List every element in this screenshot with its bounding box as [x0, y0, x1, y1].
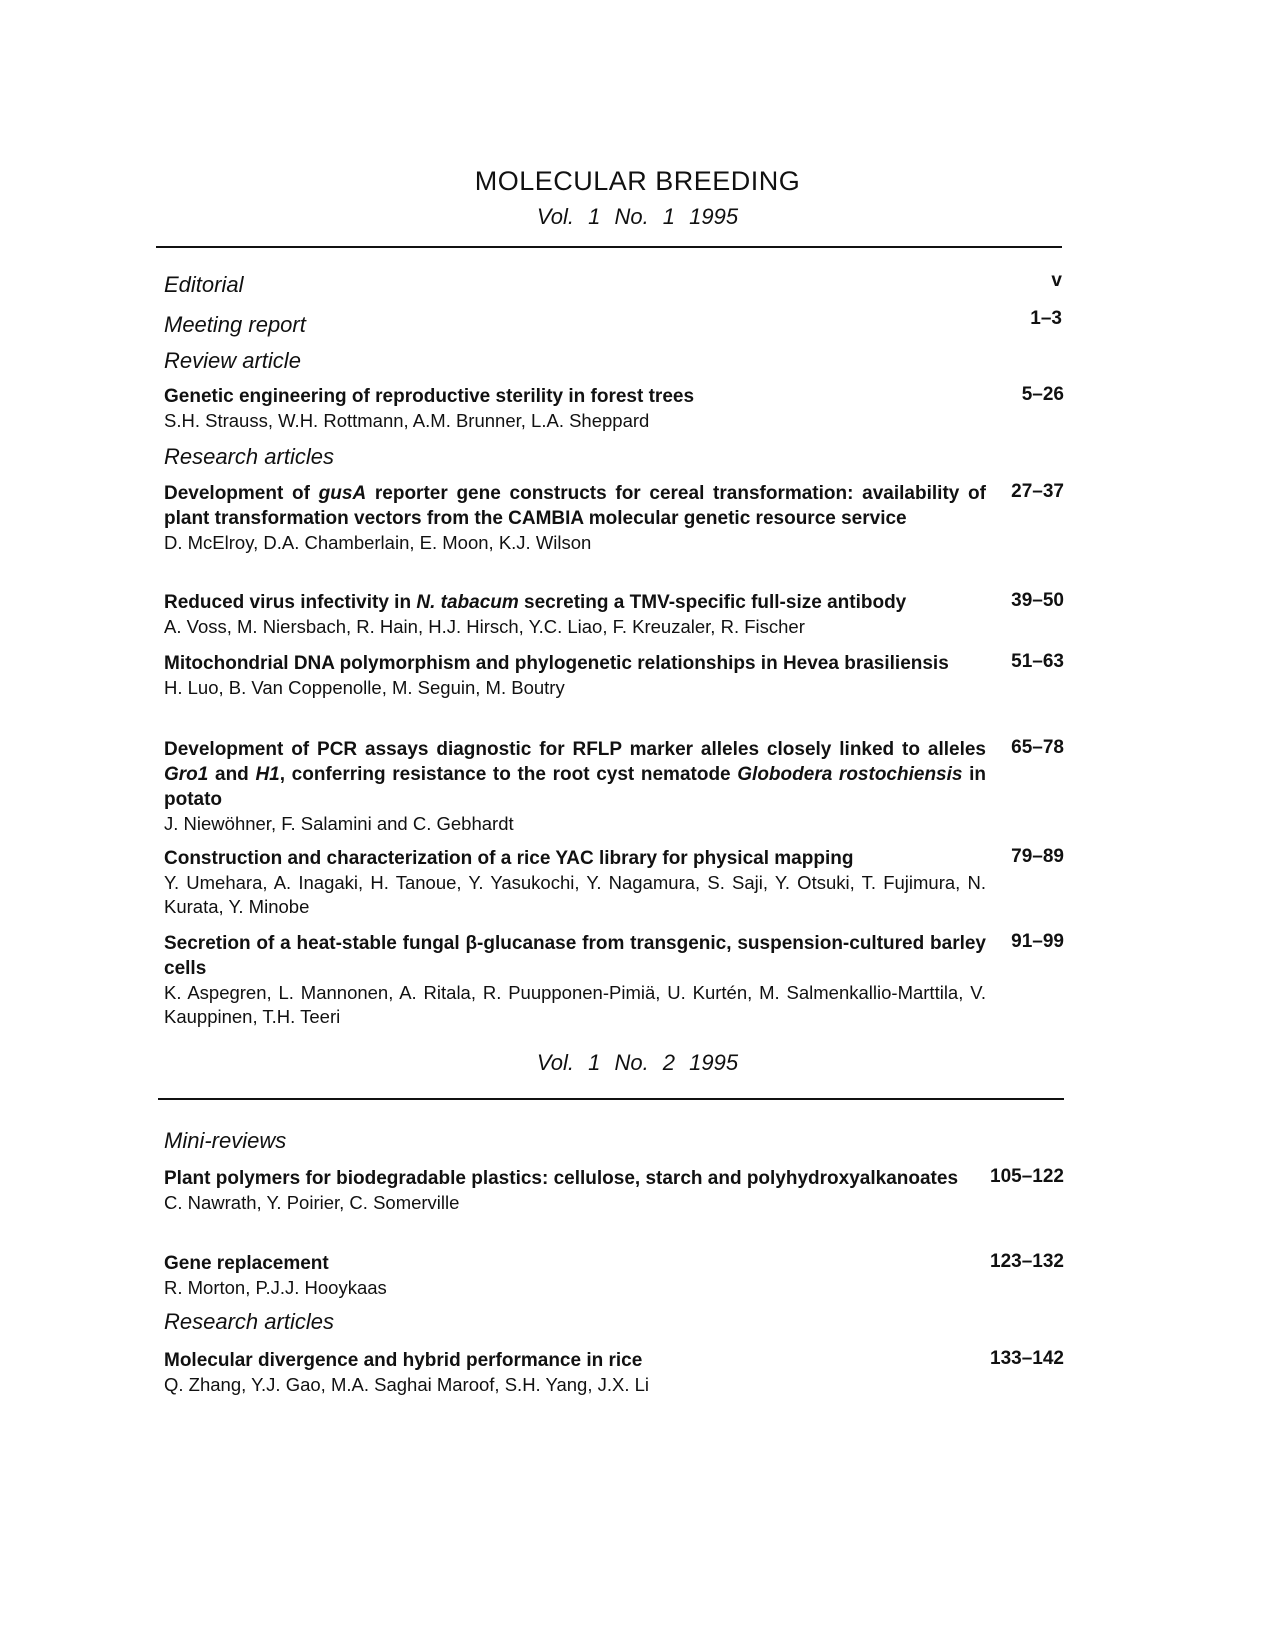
page-range: 105–122 — [990, 1166, 1064, 1187]
page-range: v — [1051, 270, 1062, 291]
article-title[interactable]: Mitochondrial DNA polymorphism and phylogenetic relationships in Hevea brasiliensis — [164, 653, 949, 674]
issue-heading-1: Vol. 1 No. 1 1995 — [536, 204, 739, 229]
article-authors: R. Morton, P.J.J. Hooykaas — [164, 1277, 387, 1298]
page-range: 1–3 — [1030, 308, 1062, 329]
species-name: N. tabacum — [416, 592, 519, 613]
species-name: Globodera rostochiensis — [737, 764, 963, 785]
page-range: 65–78 — [1011, 737, 1064, 758]
section-research-articles: Research articles — [164, 1309, 334, 1334]
article-title[interactable]: Molecular divergence and hybrid performance in rice — [164, 1350, 643, 1371]
toc-entry[interactable] — [164, 590, 1164, 639]
toc-entry[interactable] — [164, 1348, 1164, 1397]
article-title[interactable]: Gene replacement — [164, 1253, 329, 1274]
article-authors: C. Nawrath, Y. Poirier, C. Somerville — [164, 1192, 460, 1213]
section-research-articles: Research articles — [164, 444, 334, 469]
article-title[interactable]: Plant polymers for biodegradable plastics: cellulose, starch and polyhydroxyalkanoates — [164, 1168, 959, 1189]
article-title[interactable]: Secretion of a heat-stable fungal β-glucanase from transgenic, suspension-cultured barley cells — [164, 933, 986, 979]
title-text: and — [208, 764, 256, 785]
page-range: 5–26 — [1021, 384, 1064, 405]
page-range: 27–37 — [1011, 481, 1064, 502]
page-range: 133–142 — [990, 1348, 1064, 1369]
title-text: Reduced virus infectivity in — [164, 592, 417, 613]
gene-name: H1 — [255, 764, 280, 785]
toc-entry[interactable] — [164, 1251, 1164, 1300]
gene-name: gusA — [318, 483, 367, 504]
article-authors: Q. Zhang, Y.J. Gao, M.A. Saghai Maroof, S.H. Yang, J.X. Li — [164, 1374, 650, 1395]
toc-entry[interactable] — [164, 846, 1164, 919]
page-range: 79–89 — [1011, 846, 1064, 867]
issue-heading-2: Vol. 1 No. 2 1995 — [536, 1050, 739, 1075]
article-title[interactable] — [164, 481, 986, 531]
section-editorial: Editorial — [164, 272, 244, 297]
toc-entry[interactable] — [164, 931, 1164, 1029]
toc-entry[interactable] — [164, 384, 1164, 433]
article-title[interactable]: Construction and characterization of a rice YAC library for physical mapping — [164, 848, 854, 869]
article-title[interactable] — [164, 590, 986, 615]
article-authors: D. McElroy, D.A. Chamberlain, E. Moon, K.J. Wilson — [164, 532, 592, 553]
page-range: 51–63 — [1011, 651, 1064, 672]
section-review-article: Review article — [164, 348, 301, 373]
section-mini-reviews: Mini-reviews — [164, 1128, 287, 1153]
title-text: Development of — [164, 483, 319, 504]
title-text: reporter gene constructs for cereal transformation: availability of plant transformation vectors from the CAMBIA molecular genetic resource service — [164, 483, 986, 529]
title-text: in potato — [164, 764, 986, 810]
article-authors: Y. Umehara, A. Inagaki, H. Tanoue, Y. Yasukochi, Y. Nagamura, S. Saji, Y. Otsuki, T. Fujimura, N. Kurata, Y. Minobe — [164, 872, 986, 917]
article-authors: S.H. Strauss, W.H. Rottmann, A.M. Brunner, L.A. Sheppard — [164, 410, 650, 431]
toc-entry[interactable] — [164, 737, 1164, 836]
page-range: 39–50 — [1011, 590, 1064, 611]
toc-entry[interactable] — [164, 1166, 1164, 1215]
toc-entry[interactable] — [164, 651, 1164, 700]
article-title[interactable]: Genetic engineering of reproductive sterility in forest trees — [164, 386, 695, 407]
article-title[interactable] — [164, 737, 986, 812]
article-authors: K. Aspegren, L. Mannonen, A. Ritala, R. Puupponen-Pimiä, U. Kurtén, M. Salmenkallio-Marttila, V. Kauppinen, T.H. Teeri — [164, 982, 986, 1027]
toc-entry[interactable] — [164, 481, 1164, 555]
title-text: Development of PCR assays diagnostic for RFLP marker alleles closely linked to alleles — [164, 739, 986, 760]
journal-title: MOLECULAR BREEDING — [474, 166, 801, 196]
section-meeting-report: Meeting report — [164, 312, 306, 337]
title-text: secreting a TMV-specific full-size antibody — [518, 592, 907, 613]
page-range: 123–132 — [990, 1251, 1064, 1272]
article-authors: A. Voss, M. Niersbach, R. Hain, H.J. Hirsch, Y.C. Liao, F. Kreuzaler, R. Fischer — [164, 616, 805, 637]
gene-name: Gro1 — [164, 764, 209, 785]
divider — [156, 246, 1062, 248]
page-range: 91–99 — [1011, 931, 1064, 952]
title-text: , conferring resistance to the root cyst nematode — [279, 764, 738, 785]
divider — [158, 1098, 1064, 1100]
article-authors: H. Luo, B. Van Coppenolle, M. Seguin, M. Boutry — [164, 677, 565, 698]
article-authors: J. Niewöhner, F. Salamini and C. Gebhardt — [164, 813, 514, 834]
